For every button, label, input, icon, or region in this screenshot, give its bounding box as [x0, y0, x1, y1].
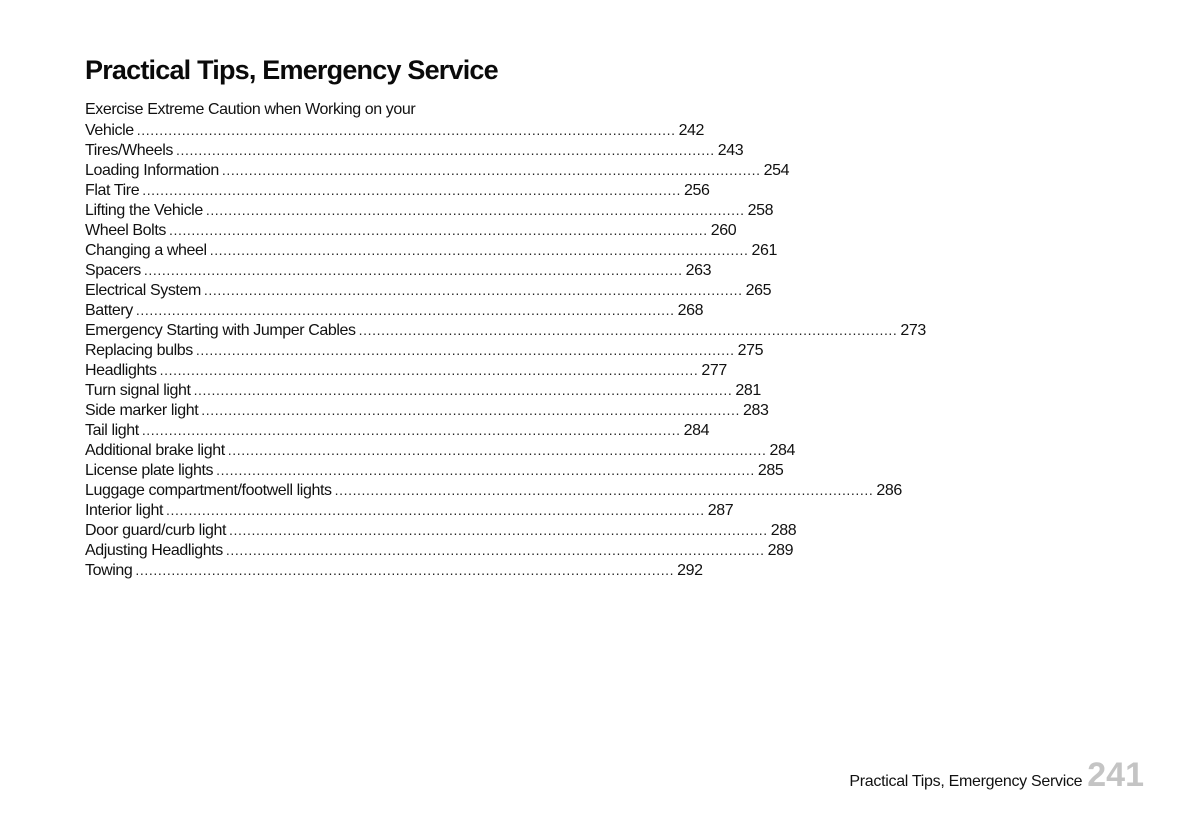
- toc-entry-page: 268: [677, 302, 704, 319]
- toc-entry-page: 273: [900, 322, 926, 339]
- toc-entry[interactable]: [85, 240, 777, 260]
- toc-entry-title: Additional brake light: [85, 442, 225, 459]
- toc-dot-leader: ........................................................................................................................: [141, 422, 681, 438]
- footer-section-title: Practical Tips, Emergency Service: [849, 773, 1083, 790]
- toc-entry-title: Vehicle: [85, 122, 134, 139]
- toc-entry-page: 292: [677, 562, 703, 579]
- toc-dot-leader: ........................................................................................................................: [159, 362, 699, 378]
- toc-entry[interactable]: [85, 320, 926, 340]
- toc-entry-page: 260: [710, 222, 737, 239]
- toc-dot-leader: ........................................................................................................................: [195, 342, 735, 358]
- toc-entry-page: 254: [763, 162, 790, 179]
- toc-entry-title: Lifting the Vehicle: [85, 202, 203, 219]
- toc-entry[interactable]: [85, 260, 712, 280]
- toc-entry-title: Headlights: [85, 362, 157, 379]
- toc-entry[interactable]: [85, 400, 769, 420]
- toc-dot-leader: ........................................................................................................................: [193, 382, 733, 398]
- toc-entry-title: Replacing bulbs: [85, 342, 193, 359]
- toc-dot-leader: ........................................................................................................................: [209, 242, 749, 258]
- toc-entry[interactable]: [85, 160, 790, 180]
- toc-entry-page: 289: [767, 542, 794, 559]
- toc-entry-title: Adjusting Headlights: [85, 542, 223, 559]
- toc-entry-title: Wheel Bolts: [85, 222, 166, 239]
- table-of-contents: [85, 100, 926, 580]
- toc-entry-page: 281: [735, 382, 761, 399]
- toc-dot-leader: ........................................................................................................................: [136, 122, 676, 138]
- toc-dot-leader: ........................................................................................................................: [227, 442, 767, 458]
- toc-entry-title: Emergency Starting with Jumper Cables: [85, 322, 356, 339]
- toc-dot-leader: ........................................................................................................................: [334, 482, 874, 498]
- toc-entry-page: 283: [743, 402, 769, 419]
- toc-entry-title: Changing a wheel: [85, 242, 207, 259]
- toc-dot-leader: ........................................................................................................................: [216, 462, 755, 478]
- toc-entry-page: 286: [876, 482, 902, 499]
- toc-list: [85, 120, 926, 580]
- toc-dot-leader: ........................................................................................................................: [168, 222, 708, 238]
- toc-entry-page: 288: [770, 522, 797, 539]
- toc-entry-title: Luggage compartment/footwell lights: [85, 482, 332, 499]
- toc-entry[interactable]: [85, 220, 737, 240]
- toc-entry[interactable]: [85, 380, 761, 400]
- toc-dot-leader: ........................................................................................................................: [203, 282, 743, 298]
- toc-entry[interactable]: [85, 360, 727, 380]
- toc-entry[interactable]: [85, 300, 704, 320]
- toc-dot-leader: ........................................................................................................................: [135, 562, 675, 578]
- footer-page-number: 241: [1087, 756, 1144, 794]
- toc-entry-page: 261: [751, 242, 777, 259]
- toc-entry-title: Loading Information: [85, 162, 219, 179]
- toc-entry[interactable]: [85, 520, 797, 540]
- toc-entry-page: 242: [678, 122, 705, 139]
- toc-entry[interactable]: [85, 540, 794, 560]
- toc-dot-leader: ........................................................................................................................: [225, 542, 765, 558]
- toc-entry-page: 287: [707, 502, 734, 519]
- toc-entry-title: Door guard/curb light: [85, 522, 227, 539]
- toc-entry-title: Towing: [85, 562, 133, 579]
- toc-entry[interactable]: [85, 280, 772, 300]
- toc-dot-leader: ........................................................................................................................: [201, 402, 741, 418]
- toc-entry[interactable]: [85, 500, 734, 520]
- toc-entry-page: 285: [757, 462, 784, 479]
- toc-dot-leader: ........................................................................................................................: [221, 162, 761, 178]
- page-title: Practical Tips, Emergency Service: [85, 55, 498, 85]
- toc-entry-title: Turn signal light: [85, 382, 191, 399]
- toc-entry[interactable]: [85, 340, 764, 360]
- toc-entry[interactable]: [85, 180, 710, 200]
- toc-entry-title: Tail light: [85, 422, 139, 439]
- toc-dot-leader: ........................................................................................................................: [175, 142, 715, 158]
- toc-entry-title: Side marker light: [85, 402, 199, 419]
- toc-dot-leader: ........................................................................................................................: [205, 202, 745, 218]
- toc-entry[interactable]: [85, 140, 744, 160]
- toc-entry-title: Spacers: [85, 262, 141, 279]
- toc-entry-title: Tires/Wheels: [85, 142, 173, 159]
- toc-entry-title: Interior light: [85, 502, 163, 519]
- toc-entry[interactable]: [85, 480, 902, 500]
- toc-entry[interactable]: [85, 200, 774, 220]
- toc-dot-leader: ........................................................................................................................: [229, 522, 768, 538]
- toc-entry-first-line: Exercise Extreme Caution when Working on your: [85, 101, 416, 118]
- toc-entry-title: Flat Tire: [85, 182, 140, 199]
- toc-entry-page: 284: [683, 422, 710, 439]
- toc-entry-page: 265: [745, 282, 772, 299]
- toc-dot-leader: ........................................................................................................................: [166, 502, 705, 518]
- toc-dot-leader: ........................................................................................................................: [135, 302, 675, 318]
- toc-entry-page: 275: [737, 342, 764, 359]
- toc-entry-page: 256: [683, 182, 710, 199]
- toc-entry[interactable]: [85, 420, 710, 440]
- toc-entry[interactable]: [85, 120, 705, 140]
- toc-entry-page: 263: [685, 262, 712, 279]
- toc-entry-page: 243: [717, 142, 744, 159]
- toc-entry[interactable]: [85, 440, 796, 460]
- toc-entry-page: 284: [769, 442, 796, 459]
- toc-dot-leader: ........................................................................................................................: [358, 322, 898, 338]
- toc-entry[interactable]: [85, 560, 703, 580]
- toc-entry-title: License plate lights: [85, 462, 214, 479]
- toc-entry[interactable]: [85, 460, 784, 480]
- page-footer: [849, 756, 1144, 794]
- toc-dot-leader: ........................................................................................................................: [143, 262, 683, 278]
- toc-entry-title: Battery: [85, 302, 133, 319]
- toc-dot-leader: ........................................................................................................................: [142, 182, 681, 198]
- toc-entry-page: 277: [701, 362, 727, 379]
- toc-entry-title: Electrical System: [85, 282, 201, 299]
- toc-entry-page: 258: [747, 202, 774, 219]
